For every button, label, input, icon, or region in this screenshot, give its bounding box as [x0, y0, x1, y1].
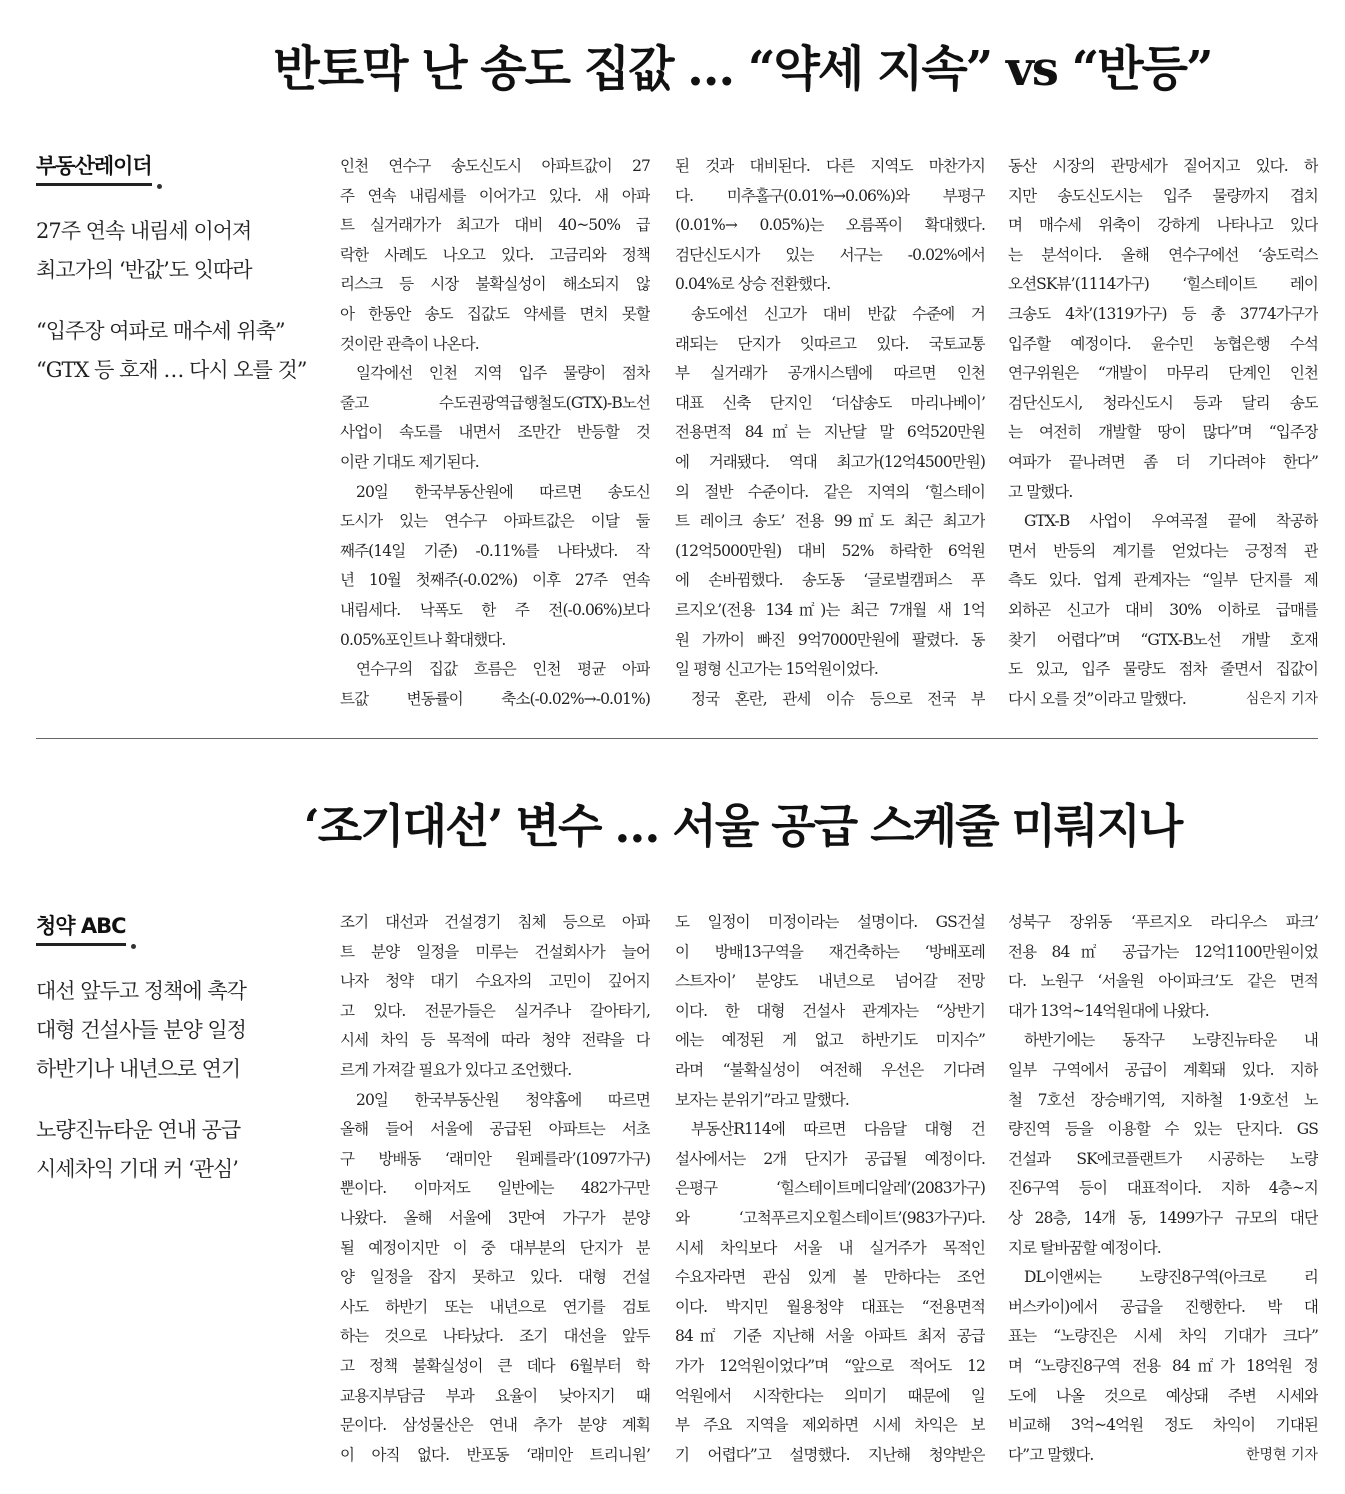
body-line: 올해 들어 서울에 공급된 아파트는 서초	[340, 1120, 650, 1139]
body-line: 오션SK뷰’(1114가구) ‘힐스테이트 레이	[1008, 275, 1318, 294]
body-line-text: 다시 오를 것”이라고 말했다.	[1008, 689, 1186, 708]
body-column-1	[340, 152, 650, 714]
body-line: 르지오’(전용 134㎡)는 최근 7개월 새 1억	[675, 600, 985, 619]
body-line: 표는 “노량진은 시세 차익 기대가 크다”	[1008, 1327, 1318, 1346]
subheadline: 대형 건설사들 분양 일정	[36, 1018, 246, 1042]
body-line: 일부 구역에서 공급이 계획돼 있다. 지하	[1008, 1060, 1318, 1079]
body-line: 나왔다. 올해 서울에 3만여 가구가 분양	[340, 1208, 650, 1227]
subheadline: 대선 앞두고 정책에 촉각	[36, 979, 246, 1003]
dot-icon	[157, 184, 162, 189]
body-line: 문이다. 삼성물산은 연내 추가 분양 계획	[340, 1416, 650, 1435]
body-line: 라며 “불확실성이 여전해 우선은 기다려	[675, 1060, 985, 1079]
byline: 심은지 기자	[1245, 690, 1318, 707]
body-line: 기 어렵다”고 설명했다. 지난해 청약받은	[675, 1445, 985, 1464]
body-line: 면서 반등의 계기를 얻었다는 긍정적 관	[1008, 541, 1318, 560]
sidebar-summary	[36, 910, 316, 1189]
body-line: 된 것과 대비된다. 다른 지역도 마찬가지	[675, 157, 985, 175]
body-line: 다. 미추홀구(0.01%→0.06%)와 부평구	[675, 186, 985, 205]
body-line: DL이앤씨는 노량진8구역(아크로 리	[1024, 1268, 1318, 1287]
body-line: 년 10월 첫째주(-0.02%) 이후 27주 연속	[340, 571, 650, 590]
article-divider	[36, 738, 1318, 739]
body-line: 이 방배13구역을 재건축하는 ‘방배포레	[675, 942, 985, 961]
body-line: 양 일정을 잡지 못하고 있다. 대형 건설	[340, 1268, 650, 1287]
body-line: 버스카이)에서 공급을 진행한다. 박 대	[1008, 1297, 1318, 1316]
body-line: 내림세다. 낙폭도 한 주 전(-0.06%)보다	[340, 600, 650, 619]
body-line: 정국 혼란, 관세 이슈 등으로 전국 부	[691, 689, 985, 708]
body-line: 이란 기대도 제기된다.	[340, 452, 479, 471]
body-line: 며 매수세 위축이 강하게 나타나고 있다	[1008, 216, 1318, 235]
body-line: 전용 84㎡ 공급가는 12억1100만원이었	[1008, 942, 1318, 961]
body-line: 아 한동안 송도 집값도 약세를 면치 못할	[340, 304, 650, 323]
body-line: 도에 나올 것으로 예상돼 주변 시세와	[1008, 1386, 1318, 1405]
body-line: 설사에서는 2개 단지가 공급될 예정이다.	[675, 1149, 985, 1168]
body-line: 도 있고, 입주 물량도 점차 줄면서 집값이	[1008, 660, 1318, 679]
body-line: 철 7호선 장승배기역, 지하철 1·9호선 노	[1008, 1090, 1318, 1109]
body-line: 다. 노원구 ‘서울원 아이파크’도 같은 면적	[1008, 972, 1318, 991]
body-line: 검단신도시가 있는 서구는 -0.02%에서	[675, 245, 985, 264]
body-column-3	[1008, 908, 1318, 1470]
body-line: 사도 하반기 또는 내년으로 연기를 검토	[340, 1297, 650, 1316]
body-line: 에 거래됐다. 역대 최고가(12억4500만원)	[675, 452, 985, 471]
body-line: 며 “노량진8구역 전용 84㎡가 18억원 정	[1008, 1356, 1318, 1375]
body-line: 측도 있다. 업계 관계자는 “일부 단지를 제	[1008, 571, 1318, 590]
body-line: 입주할 예정이다. 윤수민 농협은행 수석	[1008, 334, 1318, 353]
body-line: 에는 예정된 게 없고 하반기도 미지수”	[675, 1031, 985, 1050]
body-line: 래되는 단지가 잇따르고 있다. 국토교통	[675, 334, 985, 353]
body-line: 가가 12억원이었다”며 “앞으로 적어도 12	[675, 1356, 985, 1375]
body-line: 지만 송도신도시는 입주 물량까지 겹치	[1008, 186, 1318, 205]
body-line: 비교해 3억~4억원 정도 차익이 기대된	[1008, 1416, 1318, 1435]
body-line: 트값 변동률이 축소(-0.02%→-0.01%)	[340, 689, 650, 708]
body-line: 송도에선 신고가 대비 반값 수준에 거	[691, 304, 985, 323]
body-line: 0.04%로 상승 전환했다.	[675, 275, 831, 294]
body-line: 전용면적 84㎡는 지난달 말 6억520만원	[675, 423, 985, 442]
article-songdo-housing	[0, 0, 1345, 740]
subheadline: 하반기나 내년으로 연기	[36, 1057, 241, 1081]
body-line: 뿐이다. 이마저도 일반에는 482가구만	[340, 1179, 650, 1198]
body-line: 나자 청약 대기 수요자의 고민이 깊어지	[340, 972, 650, 991]
body-column-2	[675, 908, 985, 1470]
body-line: 억원에서 시작한다는 의미기 때문에 일	[675, 1386, 985, 1405]
body-line: 와 ‘고척푸르지오힐스테이트’(983가구)다.	[675, 1208, 985, 1227]
body-line: (0.01%→ 0.05%)는 오름폭이 확대했다.	[675, 216, 985, 235]
body-line: 지로 탈바꿈할 예정이다.	[1008, 1238, 1161, 1257]
body-line: 주 연속 내림세를 이어가고 있다. 새 아파	[340, 186, 650, 205]
body-line: 될 예정이지만 이 중 대부분의 단지가 분	[340, 1238, 650, 1257]
body-line: 고 있다. 전문가들은 실거주나 갈아타기,	[340, 1001, 650, 1020]
body-line: 트 실거래가가 최고가 대비 40~50% 급	[340, 216, 650, 235]
body-line: 는 분석이다. 올해 연수구에선 ‘송도럭스	[1008, 245, 1318, 264]
body-line: 는 여전히 개발할 땅이 많다”며 “입주장	[1008, 423, 1318, 442]
body-line: 찾기 어렵다”며 “GTX-B노선 개발 호재	[1008, 630, 1318, 649]
body-line: 리스크 등 시장 불확실성이 해소되지 않	[340, 275, 650, 294]
body-line: 여파가 끝나려면 좀 더 기다려야 한다”	[1008, 452, 1318, 471]
body-line: 이 아직 없다. 반포동 ‘래미안 트리니원’	[340, 1445, 650, 1464]
body-line: 84㎡ 기준 지난해 서울 아파트 최저 공급	[675, 1327, 985, 1346]
body-line: 상 28층, 14개 동, 1499가구 규모의 대단	[1008, 1208, 1318, 1227]
body-line: 도 일정이 미정이라는 설명이다. GS건설	[675, 913, 985, 931]
subheadline: “GTX 등 호재 … 다시 오를 것”	[36, 358, 307, 382]
body-column-3	[1008, 152, 1318, 714]
body-line: 0.05%포인트나 확대했다.	[340, 630, 506, 649]
body-line: 에 손바뀜했다. 송도동 ‘글로벌캠퍼스 푸	[675, 571, 985, 590]
dot-icon	[131, 944, 136, 949]
subheadline: 시세차익 기대 커 ‘관심’	[36, 1157, 238, 1181]
body-line: 량진역 등을 이용할 수 있는 단지다. GS	[1008, 1120, 1318, 1139]
body-line: 은평구 ‘힐스테이트메디알레’(2083가구)	[675, 1179, 985, 1198]
body-column-2	[675, 152, 985, 714]
body-line: 대가 13억~14억원대에 나왔다.	[1008, 1001, 1209, 1020]
body-line-final	[1008, 685, 1318, 715]
body-line: 부 주요 지역을 제외하면 시세 차익은 보	[675, 1416, 985, 1435]
section-label-text: 부동산레이더	[36, 154, 152, 178]
body-line-final	[1008, 1441, 1318, 1471]
subheadline-list	[36, 212, 316, 390]
body-column-1	[340, 908, 650, 1470]
body-line: 부 실거래가 공개시스템에 따르면 인천	[675, 364, 985, 383]
body-line: 스트자이’ 분양도 내년으로 넘어갈 전망	[675, 972, 985, 991]
body-line: 보자는 분위기”라고 말했다.	[675, 1090, 849, 1109]
body-line: 원 가까이 빠진 9억7000만원에 팔렸다. 동	[675, 630, 985, 649]
section-label-text: 청약 ABC	[36, 914, 126, 938]
body-line: 크송도 4차’(1319가구) 등 총 3774가구가	[1008, 304, 1318, 323]
body-line: 이다. 박지민 월용청약 대표는 “전용면적	[675, 1297, 985, 1316]
body-line: 트 분양 일정을 미루는 건설회사가 늘어	[340, 942, 650, 961]
subheadline: “입주장 여파로 매수세 위축”	[36, 319, 285, 343]
body-line: 연수구의 집값 흐름은 인천 평균 아파	[356, 660, 650, 679]
body-line: 교용지부담금 부과 요율이 낮아지기 때	[340, 1386, 650, 1405]
body-line: 동산 시장의 관망세가 짙어지고 있다. 하	[1008, 157, 1318, 175]
body-line: 도시가 있는 연수구 아파트값은 이달 둘	[340, 512, 650, 531]
byline: 한명현 기자	[1245, 1446, 1318, 1463]
body-line: 검단신도시, 청라신도시 등과 달리 송도	[1008, 393, 1318, 412]
body-line: 시세 차익 등 목적에 따라 청약 전략을 다	[340, 1031, 650, 1050]
body-line: 시세 차익보다 서울 내 실거주가 목적인	[675, 1238, 985, 1257]
body-line-text: 다”고 말했다.	[1008, 1445, 1094, 1464]
body-line: 구 방배동 ‘래미안 원페를라’(1097가구)	[340, 1149, 650, 1168]
body-line: 고 말했다.	[1008, 482, 1073, 501]
section-label	[36, 910, 126, 944]
subheadline-list	[36, 972, 316, 1189]
body-line: 트 레이크 송도’ 전용 99㎡도 최근 최고가	[675, 512, 985, 531]
body-line: 하반기에는 동작구 노량진뉴타운 내	[1024, 1031, 1318, 1050]
section-label	[36, 150, 152, 184]
body-line: 진6구역 등이 대표적이다. 지하 4층~지	[1008, 1179, 1318, 1198]
article-early-election-supply	[0, 740, 1345, 1494]
body-line: 성북구 장위동 ‘푸르지오 라디우스 파크’	[1008, 913, 1318, 931]
body-line: 20일 한국부동산원에 따르면 송도신	[356, 482, 650, 501]
body-line: 사업이 속도를 내면서 조만간 반등할 것	[340, 423, 650, 442]
body-line: (12억5000만원) 대비 52% 하락한 6억원	[675, 541, 985, 560]
body-line: 락한 사례도 나오고 있다. 고금리와 정책	[340, 245, 650, 264]
body-line: 째주(14일 기준) -0.11%를 나타냈다. 작	[340, 541, 650, 560]
subheadline: 최고가의 ‘반값’도 잇따라	[36, 258, 252, 282]
body-line: 의 절반 수준이다. 같은 지역의 ‘힐스테이	[675, 482, 985, 501]
body-line: 르게 가져갈 필요가 있다고 조언했다.	[340, 1060, 572, 1079]
sidebar-summary	[36, 150, 316, 390]
body-line: 고 정책 불확실성이 큰 데다 6월부터 학	[340, 1356, 650, 1375]
body-line: 줄고 수도권광역급행철도(GTX)-B노선	[340, 393, 650, 412]
body-line: 연구위원은 “개발이 마무리 단계인 인천	[1008, 364, 1318, 383]
body-line: 이다. 한 대형 건설사 관계자는 “상반기	[675, 1001, 985, 1020]
body-line: 인천 연수구 송도신도시 아파트값이 27	[340, 157, 650, 175]
body-line: 건설과 SK에코플랜트가 시공하는 노량	[1008, 1149, 1318, 1168]
body-line: 조기 대선과 건설경기 침체 등으로 아파	[340, 913, 650, 931]
body-line: 것이란 관측이 나온다.	[340, 334, 479, 353]
body-line: 일 평형 신고가는 15억원이었다.	[675, 660, 878, 679]
body-line: GTX-B 사업이 우여곡절 끝에 착공하	[1024, 512, 1318, 531]
body-line: 부동산R114에 따르면 다음달 대형 건	[691, 1120, 985, 1139]
body-line: 수요자라면 관심 있게 볼 만하다는 조언	[675, 1268, 985, 1287]
subheadline: 노량진뉴타운 연내 공급	[36, 1118, 241, 1142]
body-line: 대표 신축 단지인 ‘더샵송도 마리나베이’	[675, 393, 985, 412]
subheadline: 27주 연속 내림세 이어져	[36, 219, 252, 243]
body-line: 일각에선 인천 지역 입주 물량이 점차	[356, 364, 650, 383]
body-line: 외하곤 신고가 대비 30% 이하로 급매를	[1008, 600, 1318, 619]
body-line: 하는 것으로 나타났다. 조기 대선을 앞두	[340, 1327, 650, 1346]
body-line: 20일 한국부동산원 청약홈에 따르면	[356, 1090, 650, 1109]
headline: 반토막 난 송도 집값 … “약세 지속” vs “반등”	[273, 41, 1212, 97]
headline: ‘조기대선’ 변수 … 서울 공급 스케줄 미뤄지나	[303, 799, 1182, 853]
